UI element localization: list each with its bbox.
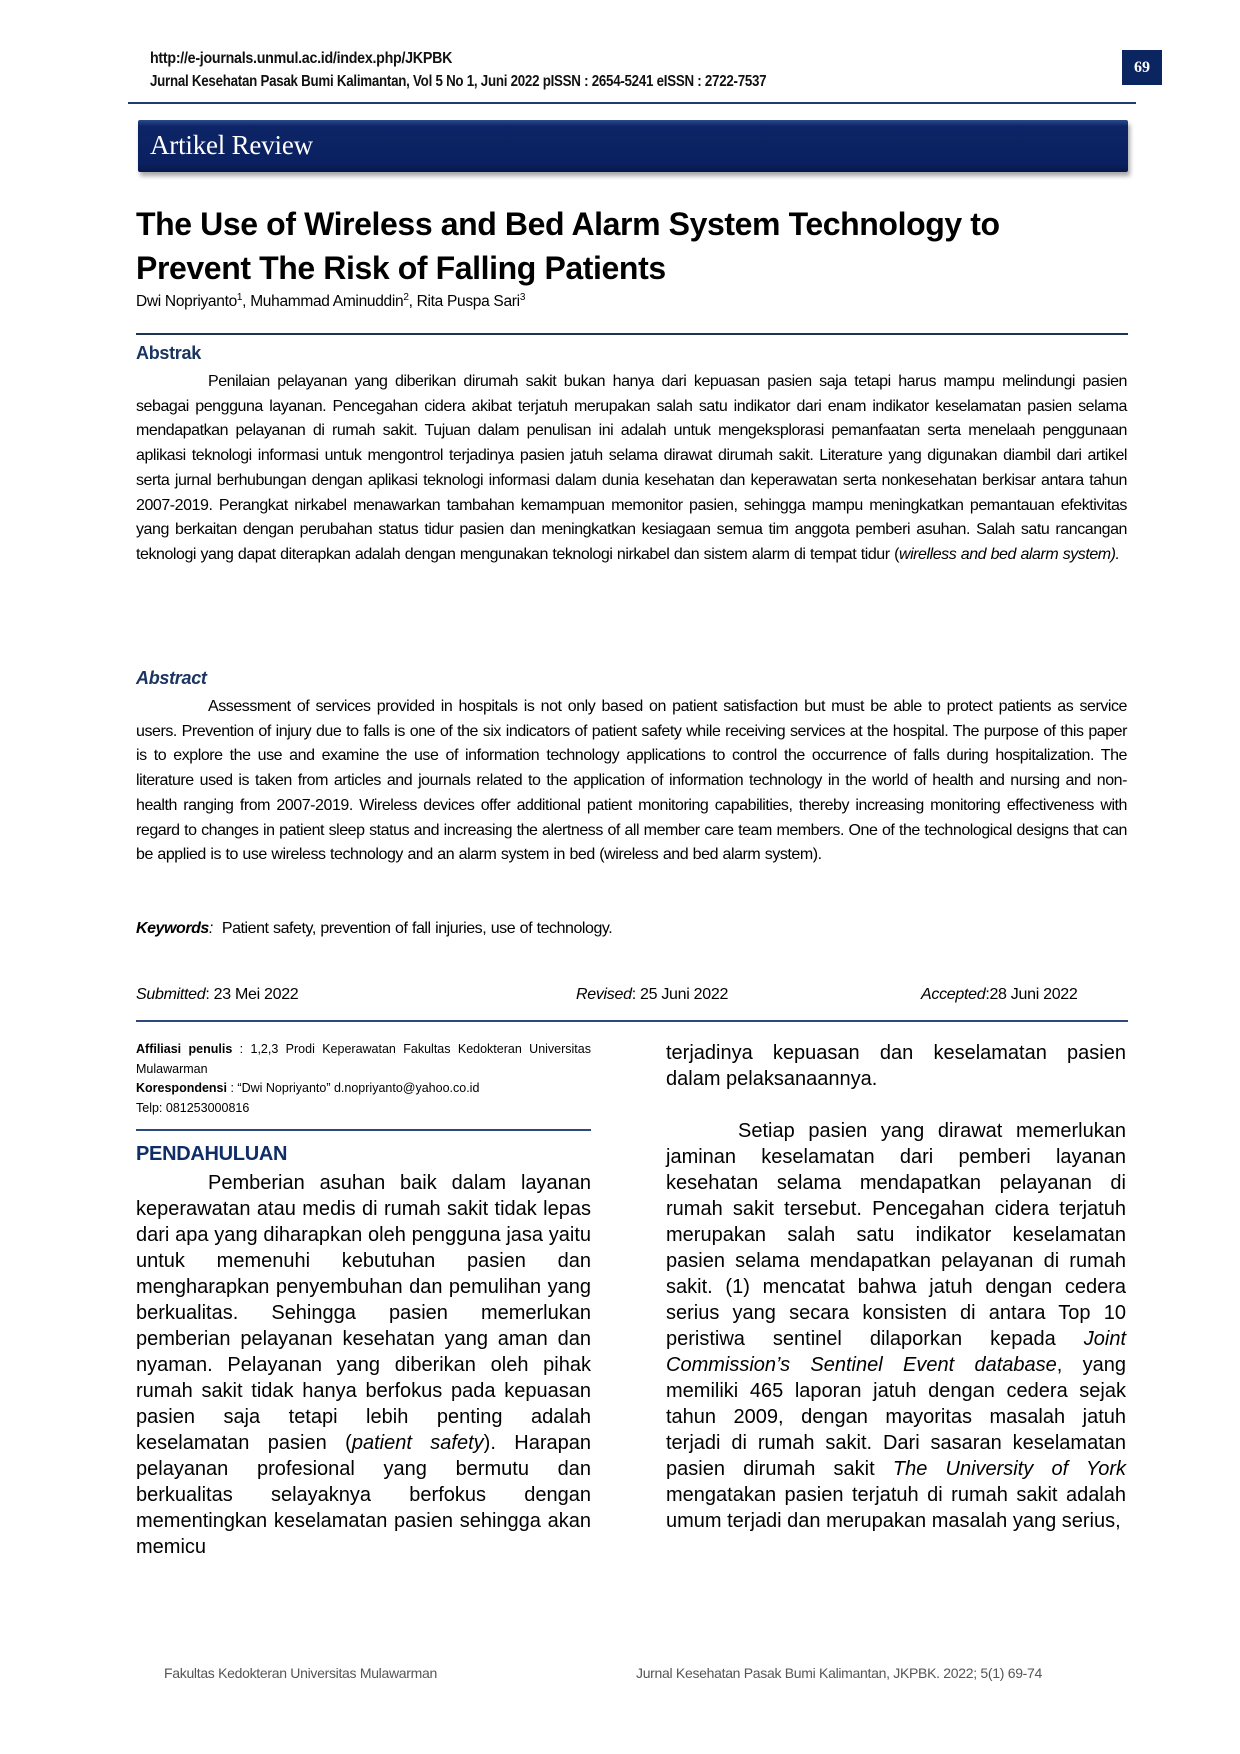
author-name: Dwi Nopriyanto bbox=[136, 293, 237, 311]
accepted-label: Accepted bbox=[921, 986, 986, 1003]
pendahuluan-heading: PENDAHULUAN bbox=[136, 1143, 288, 1165]
article-title: The Use of Wireless and Bed Alarm System Technology to Prevent The Risk of Falling Patients bbox=[136, 206, 1000, 286]
intro-paragraph bbox=[136, 1170, 591, 1560]
phone-line: Telp: 081253000816 bbox=[136, 1100, 250, 1115]
database-italic-term: Joint Commission’s Sentinel Event database bbox=[666, 1328, 1126, 1376]
accepted-value: :28 Juni 2022 bbox=[985, 986, 1078, 1003]
abstract-heading: Abstract bbox=[136, 668, 207, 688]
submission-dates bbox=[136, 986, 1111, 1004]
submitted-value: : 23 Mei 2022 bbox=[205, 986, 299, 1003]
left-column bbox=[136, 1170, 591, 1560]
submitted-date bbox=[136, 986, 576, 1004]
right-column bbox=[666, 1040, 1126, 1534]
keywords-line: Keywords: Patient safety, prevention of fall injuries, use of technology. bbox=[136, 920, 613, 937]
second-paragraph bbox=[666, 1118, 1126, 1534]
affiliation-line bbox=[136, 1040, 591, 1079]
page-number: 69 bbox=[1134, 58, 1150, 76]
correspondence-line bbox=[136, 1079, 591, 1099]
revised-value: : 25 Juni 2022 bbox=[631, 986, 729, 1003]
intro-text: Pemberian asuhan baik dalam layanan keperawatan atau medis di rumah sakit tidak lepas dari apa yang diharapkan oleh pengguna jasa yaitu untuk memenuhi kebutuhan pasien dan mengharapkan penyembuhan dan pemulihan yang berkualitas. Sehingga pasien memerlukan pemberian pelayanan kesehatan yang aman dan nyaman. Pelayanan yang diberikan oleh pihak rumah sakit tidak hanya berfokus pada kepuasan pasien saja tetapi lebih penting adalah keselamatan pasien ( bbox=[136, 1172, 591, 1454]
dates-divider bbox=[136, 1020, 1128, 1022]
correspondence-text[interactable]: : “Dwi Nopriyanto” d.nopriyanto@yahoo.co.id bbox=[227, 1081, 480, 1095]
paragraph-text-end: mengatakan pasien terjatuh di rumah sakit adalah umum terjadi dan merupakan masalah yang serius, bbox=[666, 1484, 1126, 1532]
author-affiliation-mark: 2 bbox=[403, 292, 409, 303]
keywords-text: Patient safety, prevention of fall injuries, use of technology. bbox=[221, 920, 613, 937]
affiliation-block bbox=[136, 1040, 591, 1118]
page-number-badge bbox=[1122, 50, 1162, 85]
article-type-label: Artikel Review bbox=[150, 130, 313, 160]
paragraph-text-cont: , yang memiliki 465 laporan jatuh dengan cedera sejak tahun 2009, dengan mayoritas masalah jatuh terjadi di rumah sakit. Dari sasaran keselamatan pasien dirumah sakit bbox=[666, 1354, 1127, 1480]
abstract-body: Assessment of services provided in hospitals is not only based on patient satisfaction but must be able to protect patients as service users. Prevention of injury due to falls is one of the six indicators of patient safety while receiving services at the hospital. The purpose of this paper is to explore the use and examine the use of information technology applications to control the occurrence of falls during hospitalization. The literature used is taken from articles and journals related to the application of information technology in the world of health and nursing and non-health ranging from 2007-2019. Wireless devices offer additional patient monitoring capabilities, thereby increasing monitoring effectiveness with regard to changes in patient sleep status and increasing the alertness of all member care team members. One of the technological designs that can be applied is to use wireless technology and an alarm system in bed (wireless and bed alarm system). bbox=[136, 698, 1127, 864]
affiliation-divider bbox=[136, 1129, 591, 1131]
article-type-banner bbox=[138, 120, 1128, 172]
paragraph-text: Setiap pasien yang dirawat memerlukan jaminan keselamatan dari pemberi layanan kesehatan selama mendapatkan pelayanan di rumah sakit tersebut. Pencegahan cidera terjatuh merupakan salah satu indikator keselamatan pasien selama mendapatkan pelayanan di rumah sakit. (1) mencatat bahwa jatuh dengan cedera serius yang secara konsisten di antara Top 10 peristiwa sentinel dilaporkan kepada bbox=[666, 1120, 1126, 1350]
accepted-date bbox=[921, 986, 1078, 1004]
author-list: Dwi Nopriyanto$^1$, Muhammad Aminuddin$^2$, Rita Puspa Sari$^3$ bbox=[136, 292, 526, 311]
keywords-label: Keywords bbox=[136, 920, 209, 937]
author-name: Muhammad Aminuddin bbox=[250, 293, 404, 311]
header-divider bbox=[128, 102, 1136, 104]
revised-date bbox=[576, 986, 921, 1004]
title-divider bbox=[136, 333, 1128, 335]
affiliation-text: : 1,2,3 Prodi Keperawatan Fakultas Kedokteran Universitas Mulawarman bbox=[136, 1042, 591, 1076]
author-affiliation-mark: 1 bbox=[236, 292, 243, 303]
university-italic-term: The University of York bbox=[892, 1458, 1126, 1480]
journal-citation-line: Jurnal Kesehatan Pasak Bumi Kalimantan, Vol 5 No 1, Juni 2022 pISSN : 2654-5241 eISSN : 2722-7537 bbox=[150, 73, 767, 90]
abstrak-italic-term: wirelless and bed alarm system). bbox=[898, 545, 1120, 563]
abstrak-body bbox=[136, 370, 1127, 568]
footer-faculty: Fakultas Kedokteran Universitas Mulawarman bbox=[164, 1665, 437, 1681]
submitted-label: Submitted bbox=[136, 986, 206, 1003]
journal-url[interactable]: http://e-journals.unmul.ac.id/index.php/JKPBK bbox=[150, 50, 453, 67]
correspondence-label: Korespondensi bbox=[136, 1081, 227, 1095]
abstrak-text: Penilaian pelayanan yang diberikan dirumah sakit bukan hanya dari kepuasan pasien saja tetapi harus mampu melindungi pasien sebagai pengguna layanan. Pencegahan cidera akibat terjatuh merupakan salah satu indikator dari enam indikator keselamatan pasien selama mendapatkan pelayanan di rumah sakit. Tujuan dalam penulisan ini adalah untuk mengeksplorasi pemanfaatan serta menelaah penggunaan aplikasi teknologi informasi untuk mengontrol terjadinya pasien jatuh selama dirawat dirumah sakit. Literature yang digunakan diambil dari artikel serta jurnal berhubungan dengan aplikasi teknologi informasi dalam dunia kesehatan dan keperawatan serta nonkesehatan berkisar antara tahun 2007-2019. Perangkat nirkabel menawarkan tambahan kemampuan memonitor pasien, sehingga mampu meningkatkan pemantauan efektivitas yang berkaitan dengan perubahan status tidur pasien dan meningkatkan kesiagaan semua tim anggota pemberi asuhan. Salah satu rancangan teknologi yang dapat diterapkan adalah dengan mengunakan teknologi nirkabel dan sistem alarm di tempat tidur ( bbox=[136, 373, 1127, 563]
abstrak-heading: Abstrak bbox=[136, 343, 201, 363]
intro-text-cont: ). Harapan pelayanan profesional yang bermutu dan berkualitas selayaknya berfokus dengan mementingkan keselamatan pasien sehingga akan memicu bbox=[136, 1432, 592, 1558]
revised-label: Revised bbox=[576, 986, 632, 1003]
author-affiliation-mark: 3 bbox=[519, 292, 526, 303]
continued-paragraph: terjadinya kepuasan dan keselamatan pasien dalam pelaksanaannya. bbox=[666, 1042, 1126, 1090]
author-name: Rita Puspa Sari bbox=[416, 293, 520, 311]
intro-italic-term: patient safety bbox=[351, 1432, 484, 1454]
footer-citation: Jurnal Kesehatan Pasak Bumi Kalimantan, JKPBK. 2022; 5(1) 69-74 bbox=[636, 1665, 1043, 1681]
affiliation-label: Affiliasi penulis bbox=[136, 1042, 233, 1056]
